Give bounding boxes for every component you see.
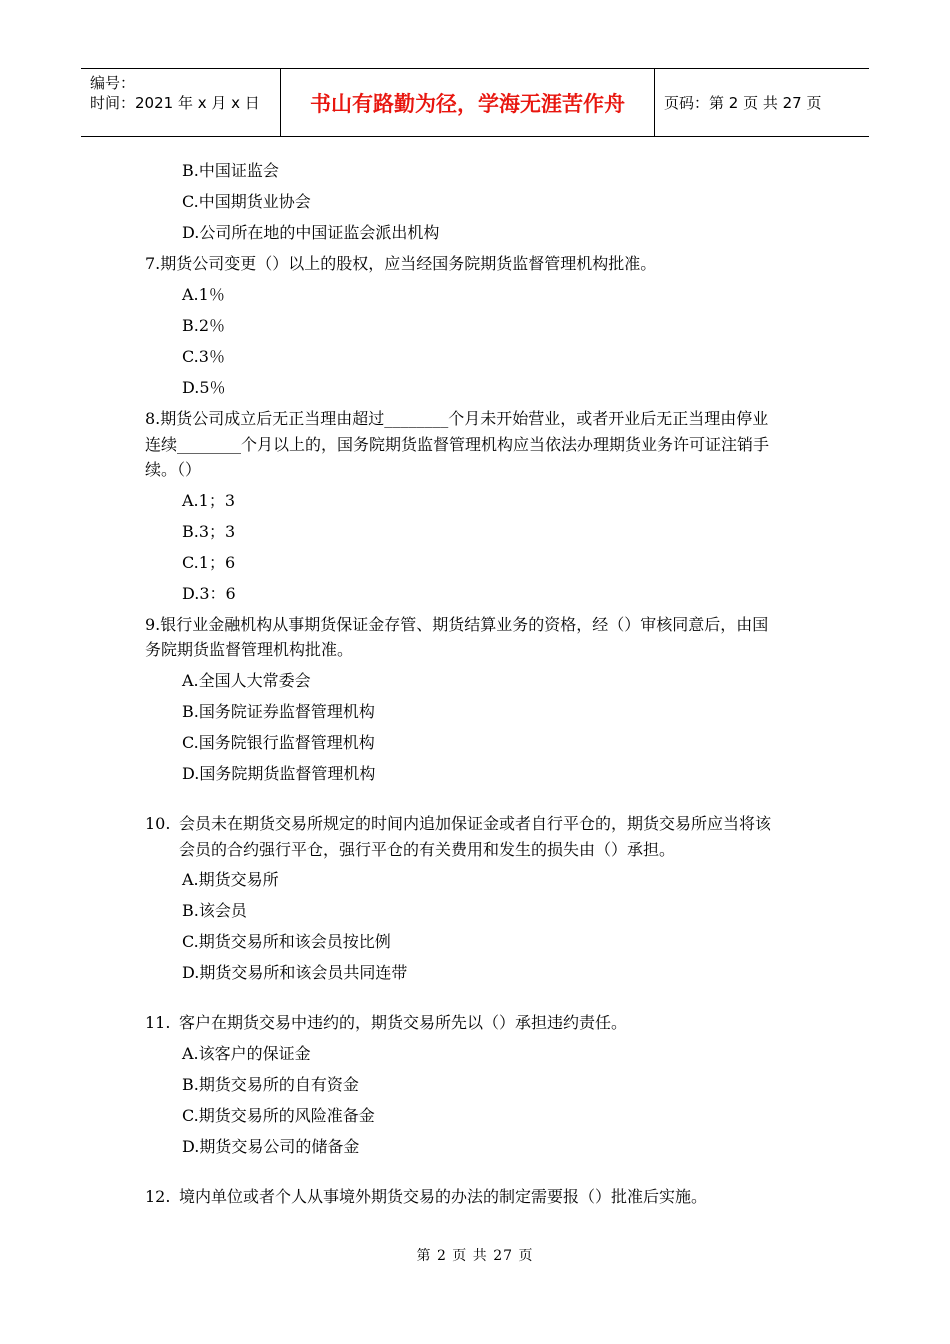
option: A.1％ [182,285,225,304]
question-12-line [145,1186,707,1208]
option: A.1；3 [182,491,236,510]
question-9-line: 务院期货监督管理机构批准。 [145,640,354,659]
header-table [81,68,869,137]
question-7: 7.期货公司变更（）以上的股权，应当经国务院期货监督管理机构批准。 [145,254,657,273]
page-footer: 第 2 页 共 27 页 [416,1248,534,1264]
question-text: 客户在期货交易中违约的，期货交易所先以（）承担违约责任。 [179,1013,628,1032]
option: D.3：6 [182,584,236,603]
question-text: 会员未在期货交易所规定的时间内追加保证金或者自行平仓的，期货交易所应当将该 [179,814,772,833]
option: B.期货交易所的自有资金 [182,1075,359,1094]
option: C.1；6 [182,553,236,572]
question-number: 11. [145,1013,171,1032]
option: B.该会员 [182,901,247,920]
option: B.3；3 [182,522,236,541]
question-8-line: 连续________个月以上的，国务院期货监督管理机构应当依法办理期货业务许可证注销手 [145,435,770,454]
option: A.全国人大常委会 [182,671,311,690]
option: D.国务院期货监督管理机构 [182,764,376,783]
option: A.期货交易所 [182,870,279,889]
option: A.该客户的保证金 [182,1044,311,1063]
option: D.公司所在地的中国证监会派出机构 [182,223,440,242]
number-label: 编号： [90,74,136,92]
question-number: 10. [145,814,171,833]
question-11-line [145,1012,627,1034]
option: C.国务院银行监督管理机构 [182,733,375,752]
option: C.期货交易所和该会员按比例 [182,932,391,951]
question-text: 境内单位或者个人从事境外期货交易的办法的制定需要报（）批准后实施。 [179,1187,708,1206]
option: D.5％ [182,378,226,397]
question-8-line: 续。（） [145,460,202,479]
page-info: 页码：第 2 页 共 27 页 [664,94,822,112]
option: C.期货交易所的风险准备金 [182,1106,375,1125]
motto: 书山有路勤为径，学海无涯苦作舟 [281,69,655,136]
option: C.3％ [182,347,225,366]
option: B.中国证监会 [182,161,279,180]
question-10-line: 会员的合约强行平仓，强行平仓的有关费用和发生的损失由（）承担。 [179,840,676,859]
question-10-line [145,813,771,835]
option: C.中国期货业协会 [182,192,311,211]
option: B.2％ [182,316,226,335]
option: B.国务院证券监督管理机构 [182,702,375,721]
option: D.期货交易所和该会员共同连带 [182,963,408,982]
question-number: 12. [145,1187,171,1206]
question-8-line: 8.期货公司成立后无正当理由超过________个月未开始营业，或者开业后无正当理由停业 [145,409,769,428]
time-label: 时间：2021 年 x 月 x 日 [90,94,260,112]
option: D.期货交易公司的储备金 [182,1137,360,1156]
header-left-cell [81,69,281,136]
question-9-line: 9.银行业金融机构从事期货保证金存管、期货结算业务的资格，经（）审核同意后，由国 [145,615,769,634]
